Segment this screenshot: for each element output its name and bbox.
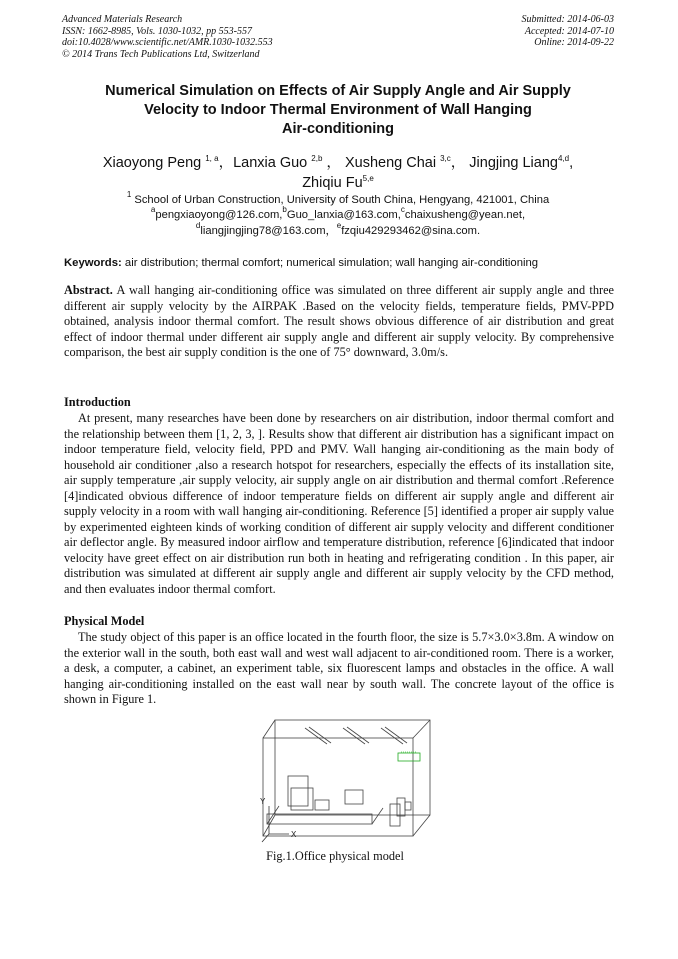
author-separator: ， (450, 155, 466, 171)
office-model-figure (255, 716, 435, 846)
email-e[interactable]: fzqiu429293462@sina.com. (341, 225, 481, 237)
title-line-3: Air-conditioning (282, 121, 394, 137)
keywords-label: Keywords: (64, 257, 122, 269)
introduction-text: At present, many researches have been done by researchers on air distribution, indoor thermal comfort and the relationship between them [1, 2, 3, ]. Results show that different air distribution has a significant impact on indoor temperature field, velocity field, PPD and PMV. Wall hanging air-conditioning as the main body of household air conditioner ,also a research hotspot for researchers, especially the effects of its installation site, air supply temperature ,air supply velocity, air supply angle on air distribution and thermal comfort .Reference [4]indicated obvious difference of indoor temperature fields on different air supply angle and different air supply velocity in a room with wall hanging air-conditioning. Reference [5] identified a proper air supply value by experimented eighteen kinds of working condition of different air supply velocity and different conditioner air deflector angle. By measured indoor airflow and temperature distribution, reference [6]indicated that indoor velocity have greet effect on air distribution run both in heating and refrigerating condition . In this paper, air distribution was simulated at different air supply angle and different air supply velocity by the CFD method, and then evaluates indoor thermal comfort. (64, 411, 614, 596)
journal-info (62, 14, 273, 60)
author-separator: ， (322, 155, 341, 171)
affiliation-text: School of Urban Construction, University of South China, Hengyang, 421001, China (134, 194, 550, 206)
author-name: Zhiqiu Fu (302, 175, 363, 191)
journal-name: Advanced Materials Research (62, 14, 183, 25)
email-a[interactable]: pengxiaoyong@126.com, (155, 209, 283, 221)
email-b[interactable]: Guo_lanxia@163.com, (286, 209, 401, 221)
air-conditioner-icon (398, 753, 420, 761)
figure-caption: Fig.1.Office physical model (266, 849, 404, 863)
author-separator: , (569, 155, 574, 171)
affiliation (62, 190, 614, 207)
author-affiliation-mark: 5,e (362, 174, 374, 183)
axis-x-label: X (291, 830, 297, 839)
email-line-2 (62, 221, 614, 238)
submitted-date: Submitted: 2014-06-03 (521, 14, 614, 25)
email-c[interactable]: chaixusheng@yean.net, (404, 209, 526, 221)
author-affiliation-mark: 4,d (557, 154, 570, 163)
introduction-heading: Introduction (64, 395, 131, 409)
author-name: Xiaoyong Peng (102, 155, 202, 171)
online-date: Online: 2014-09-22 (534, 37, 614, 48)
keywords (64, 256, 616, 270)
lamp-icon (343, 727, 369, 744)
copyright-line: © 2014 Trans Tech Publications Ltd, Switzerland (62, 48, 260, 60)
room-back-wall (275, 720, 430, 815)
email-mark: a (150, 205, 156, 214)
email-mark: b (282, 205, 287, 214)
issn-line: ISSN: 1662-8985, Vols. 1030-1032, pp 553-557 (62, 25, 252, 37)
email-line-1 (62, 205, 614, 222)
author-list (62, 153, 614, 193)
abstract (64, 283, 614, 361)
computer-icon (315, 800, 329, 810)
email-mark: c (400, 205, 405, 214)
email-d[interactable]: liangjingjing78@163.com， (200, 225, 337, 237)
affiliation-mark: 1 (126, 190, 132, 199)
lamp-icon (381, 727, 407, 744)
publication-dates (522, 14, 615, 49)
accepted-date: Accepted: 2014-07-10 (524, 25, 614, 37)
lamp-icon (305, 727, 331, 744)
experiment-table-icon (267, 814, 372, 824)
abstract-label: Abstract. (64, 283, 113, 297)
author-line-2 (62, 173, 614, 193)
physical-model-heading: Physical Model (64, 614, 145, 628)
author-affiliation-mark: 2,b (311, 154, 323, 163)
title-line-1: Numerical Simulation on Effects of Air Supply Angle and Air Supply (105, 83, 571, 99)
abstract-text: A wall hanging air-conditioning office was simulated on three different air supply angle and three different air supply velocity by the AIRPAK .Based on the velocity fields, temperature fields, PMV-PPD obtained, analysis indoor thermal comfort. The result shows obvious difference of air distribution and great effect of indoor thermal under different air supply angle and different air supply velocity. By comprehensive comparison, the best air supply condition is the one of 75° downward, 3.0m/s. (64, 283, 614, 359)
email-mark: e (336, 221, 342, 230)
author-line-1 (62, 153, 614, 173)
physical-model-text: The study object of this paper is an office located in the fourth floor, the size is 5.7×3.0×3.8m. A window on the exterior wall in the south, both east wall and west wall adjacent to air-conditioned room. There is a worker, a desk, a computer, a cabinet, an experiment table, six fluorescent lamps and obstacles in the office. A wall hanging air-conditioning installed on the east wall near by south wall. The concrete layout of the office is shown in Figure 1. (64, 630, 614, 706)
title-line-2: Velocity to Indoor Thermal Environment of Wall Hanging (144, 102, 532, 118)
axis-y-label: Y (260, 797, 266, 806)
keywords-text: air distribution; thermal comfort; numerical simulation; wall hanging air-conditioning (124, 257, 539, 269)
author-name: Xusheng Chai (344, 155, 437, 171)
author-affiliation-mark: 1, a (205, 154, 219, 163)
author-name: Lanxia Guo (233, 155, 308, 171)
author-affiliation-mark: 3,c (440, 154, 451, 163)
email-mark: d (195, 221, 201, 230)
paper-title (62, 82, 614, 139)
author-name: Jingjing Liang (469, 155, 558, 171)
doi-line[interactable]: doi:10.4028/www.scientific.net/AMR.1030-1032.553 (62, 37, 273, 48)
desk-icon (345, 790, 363, 804)
author-separator: ， (218, 155, 234, 171)
room-front-outline (263, 738, 413, 836)
